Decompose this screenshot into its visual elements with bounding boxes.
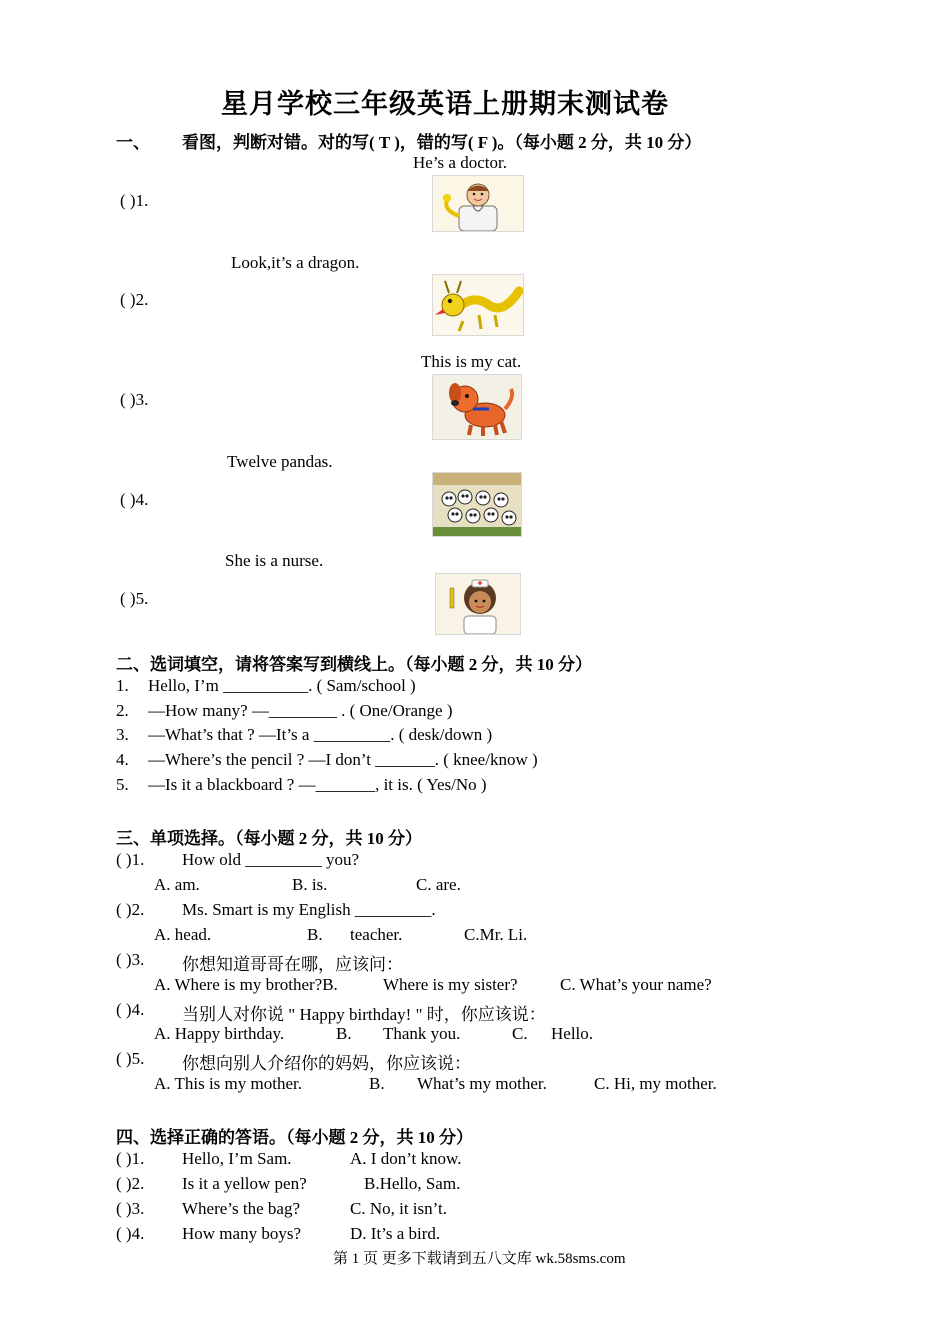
doctor-picture xyxy=(432,175,524,232)
s4-row-question: Where’s the bag? xyxy=(182,1199,300,1218)
nurse-picture xyxy=(435,573,521,635)
section2-heading: 二、选词填空，请将答案写到横线上。（每小题 2 分，共 10 分） xyxy=(116,655,592,674)
s2-item-text: —What’s that ? —It’s a _________. ( desk/down ) xyxy=(148,725,493,744)
s3-q4-bracket[interactable]: ( )4. xyxy=(116,1000,145,1019)
s4-row-question: How many boys? xyxy=(182,1224,301,1243)
s3-q5-option: What’s my mother. xyxy=(417,1074,547,1093)
s2-item-text: —Where’s the pencil ? —I don’t _______. ( knee/know ) xyxy=(148,750,538,769)
s4-row-answer: A. I don’t know. xyxy=(350,1149,462,1168)
dog-icon xyxy=(433,375,521,439)
s3-q2-bracket[interactable]: ( )2. xyxy=(116,900,145,919)
s1-q2-caption: Look,it’s a dragon. xyxy=(231,253,360,272)
s3-q4-option: Thank you. xyxy=(383,1024,461,1043)
page-title: 星月学校三年级英语上册期末测试卷 xyxy=(221,89,669,119)
s3-q4-option: Hello. xyxy=(551,1024,594,1043)
s4-row-answer: B.Hello, Sam. xyxy=(364,1174,461,1193)
s3-q1-option: B. is. xyxy=(292,875,328,894)
s3-q2-option: A. head. xyxy=(154,925,212,944)
s3-q4-option: C. xyxy=(512,1024,528,1043)
s3-q2-option: teacher. xyxy=(350,925,403,944)
s3-q2-option: B. xyxy=(307,925,323,944)
dog-picture xyxy=(432,374,522,440)
s3-q3-bracket[interactable]: ( )3. xyxy=(116,950,145,969)
s4-row-question: Hello, I’m Sam. xyxy=(182,1149,292,1168)
section1-number: 一、 xyxy=(116,133,150,152)
s3-q1-option: C. are. xyxy=(416,875,461,894)
s3-q4-option: B. xyxy=(336,1024,352,1043)
nurse-icon xyxy=(436,574,520,634)
s3-q1-stem: How old _________ you? xyxy=(182,850,360,869)
s3-q3-option: A. Where is my brother?B. xyxy=(154,975,338,994)
s1-q1-bracket[interactable]: ( )1. xyxy=(120,191,149,210)
section4-heading: 四、选择正确的答语。（每小题 2 分，共 10 分） xyxy=(116,1128,473,1147)
s1-q2-bracket[interactable]: ( )2. xyxy=(120,290,149,309)
s4-row-question: Is it a yellow pen? xyxy=(182,1174,307,1193)
s3-q3-option: C. What’s your name? xyxy=(560,975,712,994)
s4-row-bracket[interactable]: ( )1. xyxy=(116,1149,145,1168)
dragon-picture xyxy=(432,274,524,336)
s4-row-bracket[interactable]: ( )2. xyxy=(116,1174,145,1193)
s1-q5-bracket[interactable]: ( )5. xyxy=(120,589,149,608)
pandas-icon xyxy=(433,473,521,536)
s3-q2-stem: Ms. Smart is my English _________. xyxy=(182,900,436,919)
s1-q4-bracket[interactable]: ( )4. xyxy=(120,490,149,509)
s2-item-text: —Is it a blackboard ? —_______, it is. ( Yes/No ) xyxy=(148,775,487,794)
dragon-icon xyxy=(433,275,523,335)
s2-item-text: —How many? —________ . ( One/Orange ) xyxy=(148,701,453,720)
section3-heading: 三、单项选择。（每小题 2 分，共 10 分） xyxy=(116,829,422,848)
s2-item-num: 1. xyxy=(116,676,129,695)
s2-item-num: 3. xyxy=(116,725,129,744)
s4-row-answer: D. It’s a bird. xyxy=(350,1224,441,1243)
section1-heading: 看图，判断对错。对的写( T )，错的写( F )。（每小题 2 分，共 10 分） xyxy=(182,133,702,152)
s3-q5-option: B. xyxy=(369,1074,385,1093)
s1-q3-caption: This is my cat. xyxy=(421,352,522,371)
s4-row-bracket[interactable]: ( )3. xyxy=(116,1199,145,1218)
doctor-icon xyxy=(433,176,523,231)
s3-q5-bracket[interactable]: ( )5. xyxy=(116,1049,145,1068)
s3-q5-stem: 你想向别人介绍你的妈妈，你应该说： xyxy=(182,1054,471,1073)
s1-q4-caption: Twelve pandas. xyxy=(227,452,333,471)
s1-q5-caption: She is a nurse. xyxy=(225,551,324,570)
page-footer: 第 1 页 更多下载请到五八文库 wk.58sms.com xyxy=(333,1251,626,1267)
s2-item-text: Hello, I’m __________. ( Sam/school ) xyxy=(148,676,416,695)
s3-q5-option: C. Hi, my mother. xyxy=(594,1074,717,1093)
s4-row-bracket[interactable]: ( )4. xyxy=(116,1224,145,1243)
pandas-picture xyxy=(432,472,522,537)
s1-q1-caption: He’s a doctor. xyxy=(413,153,507,172)
s3-q3-option: Where is my sister? xyxy=(383,975,518,994)
s4-row-answer: C. No, it isn’t. xyxy=(350,1199,447,1218)
s3-q5-option: A. This is my mother. xyxy=(154,1074,302,1093)
s3-q1-bracket[interactable]: ( )1. xyxy=(116,850,145,869)
s3-q3-stem: 你想知道哥哥在哪，应该问： xyxy=(182,955,403,974)
s3-q1-option: A. am. xyxy=(154,875,200,894)
s3-q4-stem: 当别人对你说 " Happy birthday! " 时，你应该说： xyxy=(182,1005,546,1024)
s1-q3-bracket[interactable]: ( )3. xyxy=(120,390,149,409)
s3-q2-option: C.Mr. Li. xyxy=(464,925,528,944)
s2-item-num: 2. xyxy=(116,701,129,720)
s2-item-num: 5. xyxy=(116,775,129,794)
s3-q4-option: A. Happy birthday. xyxy=(154,1024,285,1043)
s2-item-num: 4. xyxy=(116,750,129,769)
